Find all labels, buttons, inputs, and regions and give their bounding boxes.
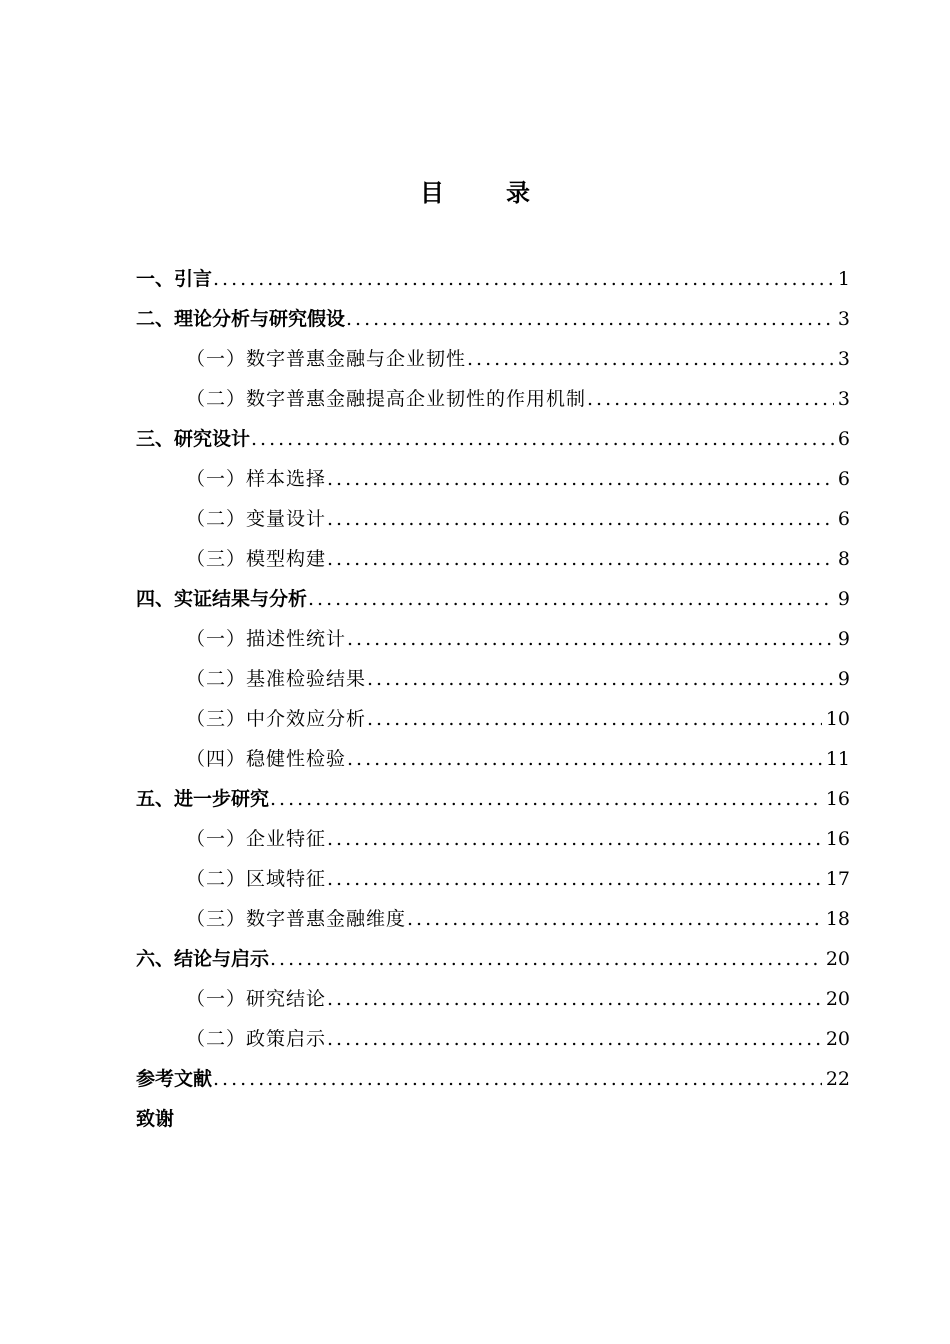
toc-entry-label: 一、引言 <box>136 268 213 290</box>
toc-page-number: 20 <box>825 1028 850 1050</box>
dot-leader <box>347 741 822 777</box>
toc-entry-label: （三）数字普惠金融维度 <box>186 908 407 930</box>
toc-page-number: 22 <box>825 1068 850 1090</box>
toc-page-number: 6 <box>837 468 850 490</box>
toc-subentry[interactable] <box>136 701 850 741</box>
toc-page-number: 20 <box>825 948 850 970</box>
dot-leader <box>327 501 834 537</box>
dot-leader <box>327 821 822 857</box>
dot-leader <box>213 261 834 297</box>
toc-subentry[interactable] <box>136 541 850 581</box>
page-title-char: 录 <box>506 179 530 207</box>
toc-subentry[interactable] <box>136 661 850 701</box>
toc-entry-acknowledgements[interactable] <box>136 1101 850 1141</box>
toc-subentry[interactable] <box>136 861 850 901</box>
dot-leader <box>327 461 834 497</box>
toc-subentry[interactable] <box>136 901 850 941</box>
dot-leader <box>213 1061 822 1097</box>
toc-subentry[interactable] <box>136 1021 850 1061</box>
toc-page-number: 18 <box>825 908 850 930</box>
dot-leader <box>467 341 834 377</box>
dot-leader <box>346 301 834 337</box>
toc-entry-label: （一）企业特征 <box>186 828 327 850</box>
toc-entry-introduction[interactable] <box>136 261 850 301</box>
toc-page-number: 6 <box>837 508 850 530</box>
toc-entry-label: 三、研究设计 <box>136 428 251 450</box>
toc-entry-label: 二、理论分析与研究假设 <box>136 308 346 330</box>
toc-page-number: 11 <box>825 748 850 770</box>
toc-entry-label: （一）样本选择 <box>186 468 327 490</box>
toc-entry-label: （二）政策启示 <box>186 1028 327 1050</box>
dot-leader <box>308 581 834 617</box>
toc-entry-label: （四）稳健性检验 <box>186 748 347 770</box>
toc-entry-label: （二）区域特征 <box>186 868 327 890</box>
toc-page-number: 8 <box>837 548 850 570</box>
toc-entry-label: （一）数字普惠金融与企业韧性 <box>186 348 467 370</box>
dot-leader <box>270 781 822 817</box>
toc-subentry[interactable] <box>136 341 850 381</box>
toc-entry-label: （二）数字普惠金融提高企业韧性的作用机制 <box>186 388 587 410</box>
toc-page-number: 17 <box>825 868 850 890</box>
toc-entry-further-research[interactable] <box>136 781 850 821</box>
toc-subentry[interactable] <box>136 381 850 421</box>
toc-entry-label: （三）模型构建 <box>186 548 327 570</box>
toc-page-number: 6 <box>837 428 850 450</box>
toc-subentry[interactable] <box>136 741 850 781</box>
toc-entry-empirical-results[interactable] <box>136 581 850 621</box>
toc-page-number: 3 <box>837 388 850 410</box>
toc-page-number: 16 <box>825 788 850 810</box>
table-of-contents <box>136 261 850 1141</box>
page-title <box>0 176 950 210</box>
toc-page-number: 16 <box>825 828 850 850</box>
toc-entry-research-design[interactable] <box>136 421 850 461</box>
toc-page-number: 3 <box>837 348 850 370</box>
toc-page-number: 9 <box>837 668 850 690</box>
page-title-char: 目 <box>420 179 444 207</box>
toc-subentry[interactable] <box>136 621 850 661</box>
toc-page-number: 20 <box>825 988 850 1010</box>
toc-page-number: 9 <box>837 588 850 610</box>
dot-leader <box>367 701 822 737</box>
toc-entry-label: （二）基准检验结果 <box>186 668 367 690</box>
dot-leader <box>270 941 822 977</box>
toc-page-number: 1 <box>837 268 850 290</box>
toc-entry-conclusion[interactable] <box>136 941 850 981</box>
toc-entry-label: 六、结论与启示 <box>136 948 270 970</box>
toc-subentry[interactable] <box>136 981 850 1021</box>
toc-entry-label: 参考文献 <box>136 1068 213 1090</box>
toc-page-number: 10 <box>825 708 850 730</box>
dot-leader <box>367 661 834 697</box>
toc-entry-label: 五、进一步研究 <box>136 788 270 810</box>
toc-entry-label: 四、实证结果与分析 <box>136 588 308 610</box>
toc-entry-references[interactable] <box>136 1061 850 1101</box>
dot-leader <box>327 1021 822 1057</box>
toc-subentry[interactable] <box>136 821 850 861</box>
dot-leader <box>251 421 834 457</box>
toc-entry-label: （一）描述性统计 <box>186 628 347 650</box>
toc-subentry[interactable] <box>136 461 850 501</box>
toc-entry-theory[interactable] <box>136 301 850 341</box>
toc-entry-label: （二）变量设计 <box>186 508 327 530</box>
toc-entry-label: （三）中介效应分析 <box>186 708 367 730</box>
toc-entry-label: （一）研究结论 <box>186 988 327 1010</box>
toc-page-number: 9 <box>837 628 850 650</box>
dot-leader <box>347 621 834 657</box>
dot-leader <box>587 381 834 417</box>
toc-entry-label: 致谢 <box>136 1108 175 1130</box>
dot-leader <box>327 541 834 577</box>
toc-subentry[interactable] <box>136 501 850 541</box>
dot-leader <box>407 901 822 937</box>
dot-leader <box>327 981 822 1017</box>
dot-leader <box>327 861 822 897</box>
toc-page-number: 3 <box>837 308 850 330</box>
